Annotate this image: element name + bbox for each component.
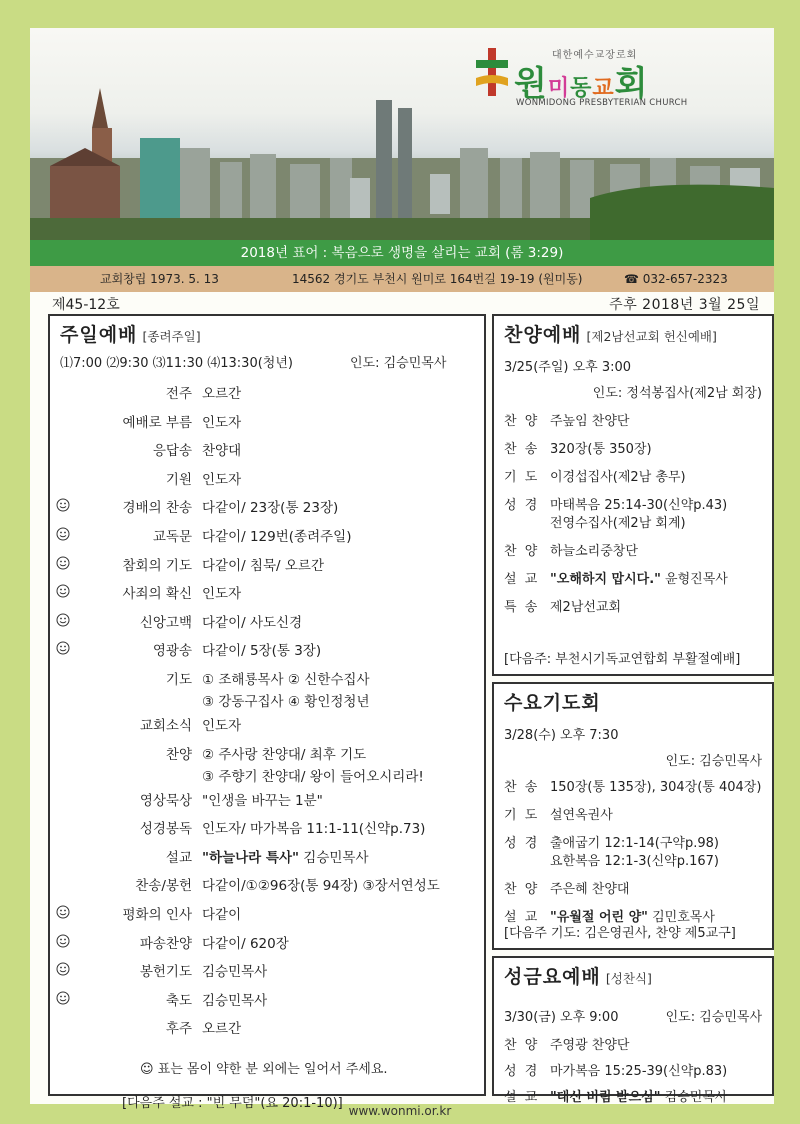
website-link[interactable]: www.wonmi.or.kr xyxy=(348,1104,452,1118)
standing-note: ☺ 표는 몸이 약한 분 외에는 일어서 주세요. xyxy=(140,1062,388,1077)
order-value xyxy=(202,525,351,545)
program-key: 찬 송 xyxy=(504,780,540,795)
motto-bar: 2018년 표어 : 복음으로 생명을 살리는 교회 (롬 3:29) xyxy=(30,240,774,266)
praise-title: 찬양예배 xyxy=(504,324,582,346)
church-name-english: WONMIDONG PRESBYTERIAN CHURCH xyxy=(516,98,688,108)
order-label: 예배로 부름 xyxy=(122,414,192,431)
service-times xyxy=(60,352,447,371)
order-value xyxy=(202,582,241,602)
order-row xyxy=(50,960,484,984)
order-value-text: 다같이 xyxy=(202,907,242,923)
order-value-text: 김승민목사 xyxy=(202,964,268,981)
program-key: 설 교 xyxy=(504,910,540,925)
order-row xyxy=(50,611,484,635)
program-row xyxy=(504,776,761,795)
order-value-text: "인생을 바꾸는 1분" xyxy=(202,792,323,809)
order-label: 응답송 xyxy=(152,443,192,460)
order-value-text: 인도자 xyxy=(202,414,242,431)
order-label: 전주 xyxy=(165,386,192,402)
sunday-leader: 인도: 김승민목사 xyxy=(350,356,447,371)
smiley-icon xyxy=(56,613,70,627)
smiley-icon xyxy=(56,584,70,598)
order-row xyxy=(50,743,484,785)
smiley-icon xyxy=(56,962,70,976)
order-value xyxy=(202,846,369,866)
order-label: 기원 xyxy=(165,471,192,488)
order-label: 설교 xyxy=(165,849,192,866)
program-value: 출애굽기 12:1-14(구약p.98) xyxy=(550,836,719,851)
praise-next: [다음주: 부천시기독교연합회 부활절예배] xyxy=(504,652,741,667)
order-label: 성경봉독 xyxy=(139,821,192,838)
order-row xyxy=(50,525,484,549)
order-row xyxy=(50,989,484,1013)
order-row xyxy=(50,668,484,710)
program-value: 이경섭집사(제2남 총무) xyxy=(550,470,686,485)
program-key: 설 교 xyxy=(504,1090,540,1105)
order-value xyxy=(202,611,302,631)
wednesday-header xyxy=(504,688,601,715)
program-value: "오해하지 맙시다." xyxy=(550,572,661,587)
friday-when: 3/30(금) 오후 9:00 xyxy=(504,1010,619,1025)
order-value-text: 찬양대 xyxy=(202,443,242,460)
order-label: 평화의 인사 xyxy=(122,907,192,923)
program-row xyxy=(504,1060,727,1079)
order-value xyxy=(202,932,289,952)
praise-worship-box xyxy=(492,314,774,676)
order-value xyxy=(202,554,324,574)
order-label: 기도 xyxy=(165,672,192,688)
order-label: 신앙고백 xyxy=(139,614,192,631)
program-key: 설 교 xyxy=(504,572,540,587)
friday-subtitle: [성찬식] xyxy=(605,971,652,986)
wednesday-when: 3/28(수) 오후 7:30 xyxy=(504,728,619,743)
program-key: 찬 양 xyxy=(504,544,540,559)
order-value-text: 다같이/ 620장 xyxy=(202,935,289,952)
order-value-line2: ③ 주향기 찬양대/ 왕이 들어오시리라! xyxy=(202,768,424,785)
order-label: 후주 xyxy=(165,1021,192,1038)
cross-logo-icon xyxy=(472,48,512,96)
order-value xyxy=(202,411,241,431)
program-value: "유월절 어린 양" xyxy=(550,910,648,925)
order-row xyxy=(50,411,484,435)
smiley-icon xyxy=(56,991,70,1005)
program-key: 찬 양 xyxy=(504,1038,540,1053)
order-value xyxy=(202,1017,241,1037)
program-key: 찬 양 xyxy=(504,414,540,429)
program-row xyxy=(504,596,621,615)
header-banner xyxy=(30,28,774,240)
order-value xyxy=(202,496,338,516)
praise-leader: 인도: 정석봉집사(제2남 회장) xyxy=(592,386,762,401)
order-value-text: "하늘나라 특사" xyxy=(202,849,300,866)
order-value-text: 다같이/ 129번(종려주일) xyxy=(202,529,352,545)
order-value-text: 다같이/ 사도신경 xyxy=(202,614,303,631)
sunday-title: 주일예배 xyxy=(60,324,138,346)
program-value: 주은혜 찬양대 xyxy=(550,882,630,897)
order-value-text: 인도자/ 마가복음 11:1-11(신약p.73) xyxy=(202,821,426,838)
church-address: 14562 경기도 부천시 원미로 164번길 19-19 (원미동) xyxy=(292,272,583,286)
order-value xyxy=(202,468,241,488)
program-row xyxy=(504,804,613,823)
order-label: 봉헌기도 xyxy=(139,964,192,981)
program-row xyxy=(504,1034,629,1053)
order-row xyxy=(50,468,484,492)
program-value-tail: 김승민목사 xyxy=(660,1090,728,1105)
program-value: 150장(통 135장), 304장(통 404장) xyxy=(550,780,762,795)
praise-when: 3/25(주일) 오후 3:00 xyxy=(504,360,632,375)
order-value xyxy=(202,817,425,837)
order-row xyxy=(50,639,484,663)
order-value-text: ① 조해룡목사 ② 신한수집사 xyxy=(202,672,370,688)
order-value-text: 인도자 xyxy=(202,586,242,603)
founded-date: 교회창립 1973. 5. 13 xyxy=(100,272,219,286)
order-value-text: 다같이/ 5장(통 3장) xyxy=(202,643,322,660)
program-value: 하늘소리중창단 xyxy=(550,544,638,559)
church-name-char: 원 xyxy=(514,64,548,104)
order-value-text: 인도자 xyxy=(202,718,242,734)
program-row xyxy=(504,494,727,513)
program-value: 마가복음 15:25-39(신약p.83) xyxy=(550,1064,728,1079)
wednesday-leader: 인도: 김승민목사 xyxy=(665,754,762,769)
program-value: 주높임 찬양단 xyxy=(550,414,630,429)
order-value-text: ② 주사랑 찬양대/ 최후 기도 xyxy=(202,746,367,763)
order-row xyxy=(50,903,484,927)
info-bar xyxy=(30,266,774,292)
program-value-tail: 김민호목사 xyxy=(647,910,715,925)
church-name-char: 동 xyxy=(570,76,593,101)
praise-subtitle: [제2남선교회 헌신예배] xyxy=(586,329,717,344)
order-value-line2: ③ 강동구집사 ④ 황인정청년 xyxy=(202,694,370,710)
friday-leader: 인도: 김승민목사 xyxy=(665,1010,762,1025)
program-value: 제2남선교회 xyxy=(550,600,622,615)
church-logo xyxy=(472,44,772,108)
program-value: 주영광 찬양단 xyxy=(550,1038,630,1053)
order-row xyxy=(50,817,484,841)
program-value: 320장(통 350장) xyxy=(550,442,652,457)
church-phone: ☎ 032-657-2323 xyxy=(624,272,728,286)
order-row xyxy=(50,496,484,520)
program-row xyxy=(504,438,652,457)
program-value-line2: 요한복음 12:1-3(신약p.167) xyxy=(550,854,719,869)
order-row xyxy=(50,554,484,578)
program-key: 기 도 xyxy=(504,470,540,485)
program-key: 찬 송 xyxy=(504,442,540,457)
smiley-icon xyxy=(56,498,70,512)
order-value xyxy=(202,874,440,894)
order-row xyxy=(50,382,484,406)
program-row xyxy=(504,1086,727,1105)
church-name-char: 미 xyxy=(547,76,571,101)
order-value xyxy=(202,789,323,809)
order-row xyxy=(50,874,484,898)
order-label: 사죄의 확신 xyxy=(122,586,192,603)
next-week-sermon: [다음주 설교 : "빈 무덤"(요 20:1-10)] xyxy=(122,1096,343,1111)
smiley-icon xyxy=(56,905,70,919)
order-value xyxy=(202,903,241,923)
program-row xyxy=(504,832,719,851)
order-value-text: 오르간 xyxy=(202,386,242,402)
order-value-text: 인도자 xyxy=(202,471,242,488)
church-name-char: 교 xyxy=(592,76,615,101)
friday-header xyxy=(504,962,652,989)
order-value-text: 다같이/ 침묵/ 오르간 xyxy=(202,557,325,574)
order-label: 파송찬양 xyxy=(139,935,192,952)
order-value xyxy=(202,989,267,1009)
order-value-text: 김승민목사 xyxy=(202,992,268,1009)
program-row xyxy=(504,568,728,587)
order-label: 경배의 찬송 xyxy=(122,500,192,517)
order-label: 찬양 xyxy=(165,746,192,763)
program-value-tail: 윤형진목사 xyxy=(660,572,728,587)
program-row xyxy=(504,878,629,897)
program-key: 찬 양 xyxy=(504,882,540,897)
smiley-icon xyxy=(56,556,70,570)
order-row xyxy=(50,789,484,813)
smiley-icon xyxy=(56,934,70,948)
program-row xyxy=(504,540,638,559)
order-row xyxy=(50,932,484,956)
program-key: 성 경 xyxy=(504,836,540,851)
order-value-text: 오르간 xyxy=(202,1021,242,1038)
sunday-subtitle: [종려주일] xyxy=(142,329,201,344)
denomination: 대한예수교장로회 xyxy=(552,50,638,61)
order-label: 영상묵상 xyxy=(139,792,192,809)
wednesday-prayer-box xyxy=(492,682,774,950)
order-row xyxy=(50,714,484,738)
order-value-text: 다같이/①②96장(통 94장) ③장서연성도 xyxy=(202,878,440,895)
order-label: 축도 xyxy=(165,992,192,1009)
order-value xyxy=(202,439,241,459)
program-key: 기 도 xyxy=(504,808,540,823)
program-key: 성 경 xyxy=(504,498,540,513)
order-value xyxy=(202,382,241,402)
order-row xyxy=(50,846,484,870)
order-label: 교회소식 xyxy=(139,718,192,734)
program-key: 성 경 xyxy=(504,1064,540,1079)
order-value xyxy=(202,743,366,763)
sunday-header xyxy=(60,320,201,347)
order-value xyxy=(202,639,321,659)
program-row xyxy=(504,466,686,485)
church-name-char: 회 xyxy=(614,64,649,104)
good-friday-box xyxy=(492,956,774,1105)
order-value-tail: 김승민목사 xyxy=(299,849,369,866)
wednesday-title: 수요기도회 xyxy=(504,692,601,714)
issue-number: 제45-12호 xyxy=(52,297,120,313)
order-row xyxy=(50,1017,484,1041)
order-label: 참회의 기도 xyxy=(122,557,192,574)
bulletin-date: 주후 2018년 3월 25일 xyxy=(609,297,760,313)
praise-header xyxy=(504,320,717,347)
friday-title: 성금요예배 xyxy=(504,966,601,988)
program-value: 설연옥권사 xyxy=(550,808,613,823)
program-row xyxy=(504,410,629,429)
program-value: 마태복음 25:14-30(신약p.43) xyxy=(550,498,728,513)
order-value-text: 다같이/ 23장(통 23장) xyxy=(202,500,339,517)
program-value: "대신 버림 받으심" xyxy=(550,1090,661,1105)
wednesday-next: [다음주 기도: 김은영권사, 찬양 제5교구] xyxy=(504,926,736,941)
order-row xyxy=(50,582,484,606)
order-label: 영광송 xyxy=(152,643,192,660)
order-value xyxy=(202,714,241,734)
service-times-text: ⑴7:00 ⑵9:30 ⑶11:30 ⑷13:30(청년) xyxy=(60,356,293,371)
order-row xyxy=(50,439,484,463)
program-value-line2: 전영수집사(제2남 회계) xyxy=(550,516,686,531)
order-value xyxy=(202,668,370,688)
smiley-icon xyxy=(56,527,70,541)
order-label: 찬송/봉헌 xyxy=(135,878,192,895)
program-key: 특 송 xyxy=(504,600,540,615)
order-value xyxy=(202,960,267,980)
smiley-icon xyxy=(56,641,70,655)
city-skyline-photo xyxy=(30,88,774,240)
order-label: 교독문 xyxy=(152,529,192,545)
